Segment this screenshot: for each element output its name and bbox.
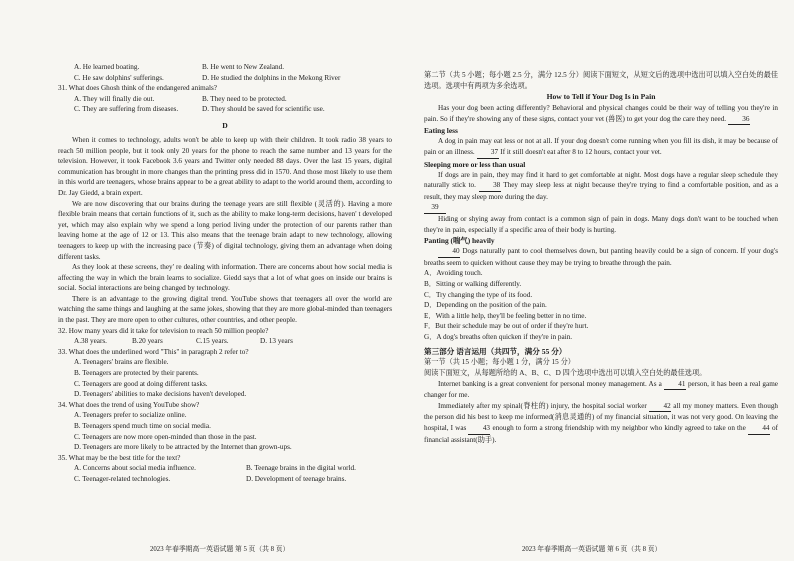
q34-option-c: C. Teenagers are now more open-minded than those in the past. — [74, 432, 257, 441]
section2-instructions: 第二节（共 5 小题；每小题 2.5 分，满分 12.5 分）阅读下面短文，从短文后的选项中选出可以填入空白处的最佳选项。选项中有两项为多余选项。 — [424, 71, 778, 90]
dog-paragraph-5 — [424, 246, 778, 268]
right-page-footer: 2023 年春季期高一英语试题 第 6 页（共 8 页） — [522, 546, 662, 553]
passage-title: How to Tell if Your Dog Is in Pain — [546, 92, 656, 102]
q35-option-d: D. Development of teenage brains. — [246, 474, 347, 483]
q35-options-row2 — [58, 474, 392, 485]
q32-options — [58, 336, 392, 347]
option-d: D．Depending on the position of the pain. — [424, 301, 547, 310]
q32-option-d: D. 13 years — [260, 337, 293, 346]
cloze-paragraph-2-text-d: of financial assistant(助手). — [424, 424, 779, 444]
cloze-paragraph-2-text-b: all my money matters. Even though the person did his best to keep me informed(消息灵通的) of my financial situation, it was not very good. On leaving the hospital, I was — [424, 401, 779, 433]
dog-paragraph-4: Hiding or shying away from contact is a common sign of pain in dogs. Many dogs don't want to be touched when they're in pain, especially if a specific area of their body is hurting. — [424, 214, 778, 234]
q30-options-row2 — [58, 73, 392, 84]
q33-option-c: C. Teenagers are good at doing different tasks. — [74, 379, 208, 388]
option-b: B．Sitting or walking differently. — [424, 279, 522, 288]
dog-paragraph-2-text-a: A dog in pain may eat less or not at all. If your dog doesn't come running when you fill its dish, it may be because of pain or an illness. — [424, 137, 778, 156]
q31-option-c: C. They are suffering from diseases. — [74, 105, 179, 114]
q34-option-a: A. Teenagers prefer to socialize online. — [74, 411, 187, 420]
option-a: A．Avoiding touch. — [424, 269, 483, 278]
heading-eating-less: Eating less — [424, 126, 458, 136]
q35-option-c: C. Teenager-related technologies. — [74, 474, 171, 483]
blank-42[interactable]: 42 — [649, 401, 671, 413]
blank-38[interactable]: 38 — [479, 180, 501, 192]
q35-option-b: B. Teenage brains in the digital world. — [246, 464, 356, 473]
dog-paragraph-2-text-b: If it still doesn't eat after 8 to 12 hours, contact your vet. — [500, 147, 662, 156]
dog-paragraph-3-text-a: If dogs are in pain, they may find it hard to get comfortable at night. Most dogs have a regular sleep schedule they naturally stick to. — [424, 170, 778, 190]
cloze-paragraph-1-text-a: Internet banking is a great convenient for personal money management. As a — [438, 379, 662, 388]
q32-stem: 32. How many years did it take for television to reach 50 million people? — [58, 326, 269, 335]
part3-instructions: 阅读下面短文，从每题所给的 A、B、C、D 四个选项中选出可以填入空白处的最佳选项。 — [424, 369, 707, 378]
q30-option-c: C. He saw dolphins' sufferings. — [74, 73, 164, 82]
q32-option-c: C.15 years. — [196, 337, 229, 346]
cloze-paragraph-1 — [424, 379, 778, 401]
q34-stem: 34. What does the trend of using YouTube show? — [58, 400, 200, 409]
part3-section1-title: 第一节（共 15 小题；每小题 1 分，满分 15 分） — [424, 358, 575, 367]
option-g: G．A dog's breaths often quicken if they're in pain. — [424, 332, 573, 341]
option-f: F．But their schedule may be out of order if they're hurt. — [424, 322, 589, 331]
passage-d-paragraph-3: As they look at these screens, they' re dealing with information. There are concerns about how social media is affecting the way in which the brain learns to socialize. Giedd says that a lot of what goes on inside our brains is social. Social interactions are being changed by technology. — [58, 263, 392, 293]
q35-option-a: A. Concerns about social media influence. — [74, 464, 196, 473]
q30-option-a: A. He learned boating. — [74, 63, 140, 71]
q30-option-b: B. He went to New Zealand. — [202, 63, 285, 71]
passage-letter: D — [222, 120, 228, 130]
cloze-paragraph-2 — [424, 401, 778, 445]
blank-37[interactable]: 37 — [477, 147, 499, 159]
q35-options-row1 — [58, 463, 392, 474]
blank-39-line — [424, 202, 778, 214]
q33-stem: 33. What does the underlined word "This" in paragraph 2 refer to? — [58, 347, 249, 356]
blank-40[interactable]: 40 — [438, 246, 460, 258]
q30-options-row1 — [58, 62, 392, 73]
q31-options-row2 — [58, 104, 392, 115]
dog-paragraph-1 — [424, 103, 778, 125]
part3-title: 第三部分 语言运用（共四节，满分 55 分） — [424, 347, 567, 357]
right-page — [402, 0, 794, 561]
option-c: C．Try changing the type of its food. — [424, 290, 533, 299]
dog-paragraph-2 — [424, 136, 778, 158]
q33-option-d: D. Teenagers' abilities to make decisions haven't developed. — [74, 390, 247, 399]
q33-option-b: B. Teenagers are protected by their parents. — [74, 369, 199, 378]
dog-paragraph-3 — [424, 170, 778, 203]
q31-option-d: D. They should be saved for scientific use. — [202, 105, 325, 114]
passage-d-paragraph-1: When it comes to technology, adults won't be able to keep up with their children. It took radio 38 years to reach 50 million people, but it took only 20 years for the phone to reach the same number and 13 years for the television. However, it took Facebook 3.6 years and Twitter only needed 88 days. Over the last 15 years, digital communication has brought in more changes than the printing press did in 1570. And those most likely to use them in this world are teenagers, whose brains appear to be a great ability to adapt to the world around them, according to Dr. Jay Giedd, a brain expert. — [58, 135, 392, 197]
heading-sleeping: Sleeping more or less than usual — [424, 159, 526, 169]
blank-44[interactable]: 44 — [748, 423, 770, 435]
dog-paragraph-5-text: Dogs naturally pant to cool themselves down, but panting heavily could be a sign of concern. If your dog's breaths seem to quicken without cause they may be trying to breathe through the pain. — [424, 247, 778, 267]
cloze-paragraph-2-text-c: enough to form a strong friendship with my neighbor who kindly agreed to take on the — [492, 424, 746, 433]
dog-paragraph-1-text: Has your dog been acting differently? Behavioral and physical changes could be their way of telling you they're in pain. So if they're showing any of these signs, contact your vet (兽医) to get your dog the care they need. — [424, 104, 778, 123]
q30-option-d: D. He studied the dolphins in the Mekong River — [202, 73, 341, 82]
q31-stem: 31. What does Ghosh think of the endangered animals? — [58, 84, 217, 93]
cloze-paragraph-2-text-a: Immediately after my spinal(脊柱的) injury, the hospital social worker — [438, 401, 647, 410]
passage-d-paragraph-4: There is an advantage to the growing digital trend. YouTube shows that teenagers all over the world are watching the same things and laughing at the same jokes, showing that they are more global-minded than teenagers in the past. They are more open to other cultures, other countries, and other people. — [58, 294, 392, 325]
q32-option-a: A.38 years. — [74, 337, 107, 346]
passage-d-paragraph-2: We are now discovering that our brains during the teenage years are still flexible (灵活的). Having a more flexible brain means that certain functions of it, such as the ability to make long-term decisions, haven' t developed yet, which may also explain why we spend a long period living under the protection of our parents rather than leaving home at the age of 12 or 13. This also means that the teenage brain adapt to new technology, allowing teenagers to keep up with the increasing pace (节奏) of digital technology, giving them an advantage when doing different tasks. — [58, 199, 392, 261]
q31-option-b: B. They need to be protected. — [202, 94, 287, 103]
blank-39[interactable]: 39 — [424, 202, 446, 214]
left-page-footer: 2023 年春季期高一英语试题 第 5 页（共 8 页） — [150, 546, 290, 553]
q31-option-a: A. They will finally die out. — [74, 94, 155, 103]
option-e: E．With a little help, they'll be feeling better in no time. — [424, 311, 587, 320]
q35-stem: 35. What may be the best title for the text? — [58, 453, 181, 462]
heading-panting: Panting (喘气) heavily — [424, 236, 495, 246]
q32-option-b: B.20 years — [132, 337, 163, 346]
blank-41[interactable]: 41 — [664, 379, 686, 391]
blank-43[interactable]: 43 — [468, 423, 490, 435]
q31-options-row1 — [58, 94, 392, 105]
q34-option-b: B. Teenagers spend much time on social media. — [74, 422, 211, 430]
q33-option-a: A. Teenagers' brains are flexible. — [74, 358, 169, 367]
cloze-paragraph-1-text-b: person, it has been a real game changer for me. — [424, 379, 778, 400]
dog-paragraph-3-text-b: They may sleep less at night because they're trying to find a comfortable position, and as a result, they may sleep more during the day. — [424, 181, 779, 201]
blank-36[interactable]: 36 — [728, 114, 750, 126]
q34-option-d: D. Teenagers are more likely to be attracted by the Internet than grown-ups. — [74, 443, 292, 452]
